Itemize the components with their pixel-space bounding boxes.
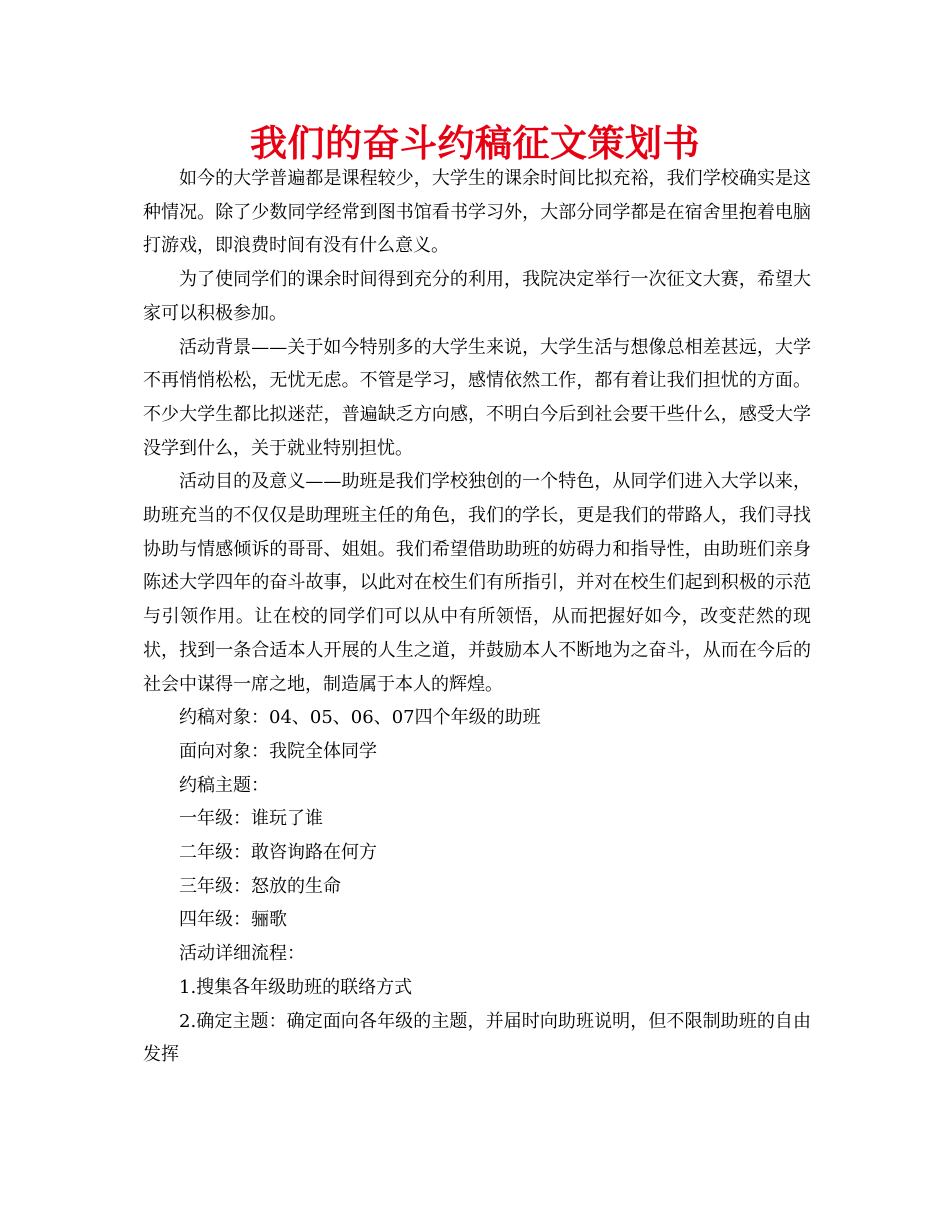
paragraph-target: 约稿对象：04、05、06、07四个年级的助班 — [179, 707, 541, 729]
paragraph-intro: 如今的大学普遍都是课程较少，大学生的课余时间比拟充裕，我们学校确实是这种情况。除了少数同学经常到图书馆看书学习外，大部分同学都是在宿舍里抱着电脑打游戏，即浪费时间有没有什么意义。 — [143, 168, 811, 257]
paragraph-process-heading: 活动详细流程： — [179, 943, 305, 965]
paragraph-process-step-1: 1.搜集各年级助班的联络方式 — [179, 976, 413, 998]
paragraph-theme-grade-2: 二年级：敢咨询路在何方 — [179, 842, 377, 864]
paragraph-purpose: 为了使同学们的课余时间得到充分的利用，我院决定举行一次征文大赛，希望大家可以积极参加。 — [143, 269, 811, 324]
paragraph-process-step-2: 2.确定主题：确定面向各年级的主题，并届时向助班说明，但不限制助班的自由发挥 — [143, 1010, 811, 1066]
paragraph-theme-grade-4: 四年级：骊歌 — [179, 909, 287, 931]
paragraph-significance: 活动目的及意义——助班是我们学校独创的一个特色，从同学们进入大学以来，助班充当的不仅仅是助理班主任的角色，我们的学长，更是我们的带路人，我们寻找协助与情感倾诉的哥哥、姐姐。我们希望借助助班的妨碍力和指导性，由助班们亲身陈述大学四年的奋斗故事，以此对在校生们有所指引，并对在校生们起到积极的示范与引领作用。让在校的同学们可以从中有所领悟，从而把握好如今，改变茫然的现状，找到一条合适本人开展的人生之道，并鼓励本人不断地为之奋斗，从而在今后的社会中谋得一席之地，制造属于本人的辉煌。 — [143, 471, 811, 695]
paragraph-theme-grade-1: 一年级：谁玩了谁 — [179, 808, 323, 830]
paragraph-audience: 面向对象：我院全体同学 — [179, 740, 377, 762]
paragraph-theme-grade-3: 三年级：怒放的生命 — [179, 875, 341, 897]
document-title: 我们的奋斗约稿征文策划书 — [250, 122, 700, 165]
paragraph-theme-heading: 约稿主题： — [179, 774, 269, 796]
document-body — [143, 162, 811, 1072]
paragraph-background: 活动背景——关于如今特别多的大学生来说，大学生活与想像总相差甚远，大学不再悄悄松松，无忧无虑。不管是学习，感情依然工作，都有着让我们担忧的方面。不少大学生都比拟迷茫，普遍缺乏方向感，不明白今后到社会要干些什么，感受大学没学到什么，关于就业特别担忧。 — [143, 336, 811, 459]
